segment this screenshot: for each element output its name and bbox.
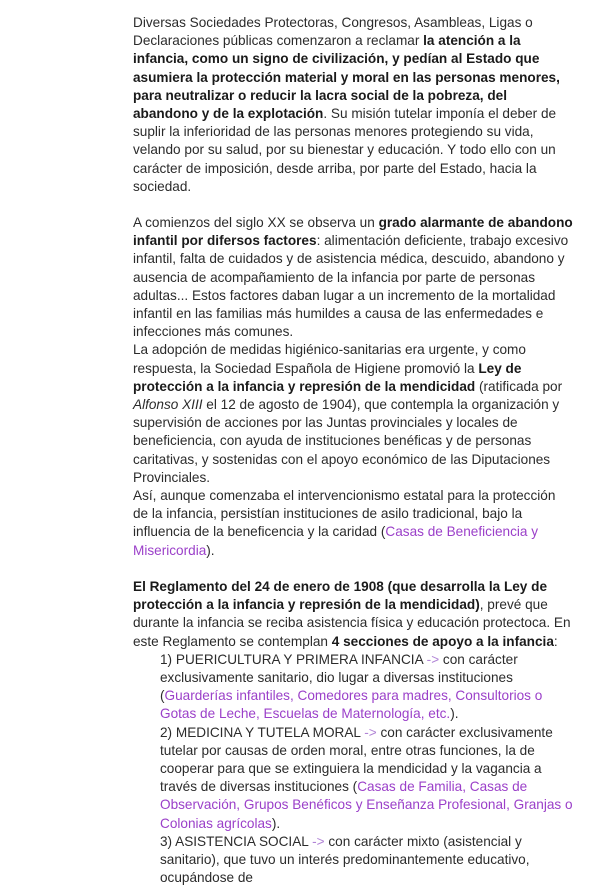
list-item-title: PUERICULTURA Y PRIMERA INFANCIA xyxy=(175,651,423,667)
paragraph-1-text: Diversas Sociedades Protectoras, Congresos, Asambleas, Ligas o Declaraciones públicas comenzaron a reclamar xyxy=(133,15,533,49)
arrow-icon: -> xyxy=(360,724,381,740)
arrow-icon: -> xyxy=(422,651,443,667)
reglamento-title: El Reglamento del 24 de enero de 1908 (que desarrolla la Ley de protección a la infancia y represión de la mendicidad) xyxy=(133,578,548,613)
list-item-end: ). xyxy=(271,815,281,831)
list-item-text: con carácter exclusivamente tutelar por causas de orden moral, entre otras funciones, la de cooperar para que se extinguiera la mendicidad y la vagancia a través de diversas instituciones ( xyxy=(160,724,553,795)
paragraph-5-text-end: : xyxy=(553,633,558,649)
law-name: Ley de protección a la infancia y represión de la mendicidad xyxy=(133,360,522,394)
list-item-end: ). xyxy=(450,706,459,722)
paragraph-4 xyxy=(133,487,573,560)
institutions-link[interactable]: Casas de Familia, Casas de Observación, Grupos Benéficos y Enseñanza Profesional, Granjas o Colonias agrícolas xyxy=(160,779,573,831)
paragraph-4-text: Así, aunque comenzaba el intervencionismo estatal para la protección de la infancia, persistían instituciones de asilo tradicional, bajo la influencia de la beneficencia y la caridad ( xyxy=(133,488,556,540)
sections-count: 4 secciones de apoyo a la infancia xyxy=(331,633,554,649)
paragraph-gap xyxy=(133,560,573,578)
paragraph-5 xyxy=(133,578,573,651)
list-item-number: 3) xyxy=(160,833,176,849)
beneficiencia-link[interactable]: Casas de Beneficiencia y Misericordia xyxy=(133,524,539,558)
list-item-number: 2) xyxy=(160,724,176,740)
paragraph-2 xyxy=(133,214,573,341)
list-item-text: con carácter mixto (asistencial y sanitario), que tuvo un interés predominantemente educativo, ocupándose de xyxy=(160,833,530,886)
list-item-title: ASISTENCIA SOCIAL xyxy=(175,833,309,849)
list-item-asistencia xyxy=(160,833,573,887)
paragraph-5-text: , prevé que durante la infancia se reciba asistencia física y educación protectoca. En este Reglamento se contemplan xyxy=(133,597,571,649)
list-item-text: con carácter exclusivamente sanitario, dio lugar a diversas instituciones ( xyxy=(160,651,518,704)
list-item-title: MEDICINA Y TUTELA MORAL xyxy=(175,724,361,740)
institutions-link[interactable]: Guarderías infantiles, Comedores para madres, Consultorios o Gotas de Leche, Escuelas de Maternología, etc. xyxy=(160,688,543,722)
list-item-medicina xyxy=(160,724,573,833)
paragraph-3-text: La adopción de medidas higiénico-sanitarias era urgente, y como respuesta, la Sociedad Española de Higiene promovió la xyxy=(133,342,526,376)
paragraph-1 xyxy=(133,14,573,196)
arrow-icon: -> xyxy=(308,833,329,849)
document-body xyxy=(133,14,573,887)
paragraph-1-emphasis: la atención a la infancia, como un signo de civilización, y pedían al Estado que asumiera la protección material y moral en las personas menores, para neutralizar o reducir la lacra social de la pobreza, del abandono y de la explotación xyxy=(133,33,560,122)
list-item-number: 1) xyxy=(160,651,176,667)
paragraph-2-text: A comienzos del siglo XX se observa un xyxy=(133,215,379,231)
list-item-puericultura xyxy=(160,651,573,724)
paragraph-2-emphasis: grado alarmante de abandono infantil por difersos factores xyxy=(133,215,573,249)
paragraph-3 xyxy=(133,341,573,487)
paragraph-1-text-end: . Su misión tutelar imponía el deber de suplir la inferioridad de las personas menores protegiendo su vida, velando por su salud, por su bienestar y educación. Y todo ello con un carácter de imposición, desde arriba, por parte del Estado, hacia la sociedad. xyxy=(133,106,557,194)
paragraph-4-text-end: ). xyxy=(206,542,215,558)
paragraph-3-text-end: el 12 de agosto de 1904), que contempla la organización y supervisión de acciones por las Juntas provinciales y locales de beneficiencia, con ayuda de instituciones benéficas y de personas caritativas, y sostenidas con el apoyo económico de las Diputaciones Provinciales. xyxy=(133,397,560,485)
paragraph-gap xyxy=(133,196,573,214)
king-name: Alfonso XIII xyxy=(133,397,203,413)
paragraph-3-text-mid: (ratificada por xyxy=(475,378,563,394)
paragraph-2-text-end: : alimentación deficiente, trabajo excesivo infantil, falta de cuidados y de asistencia médica, descuido, abandono y ausencia de acompañamiento de la infancia por parte de personas adultas... Estos factores daban lugar a un incremento de la mortalidad infantil en las familias más humildes a causa de las enfermedades e infecciones más comunes. xyxy=(133,233,569,340)
